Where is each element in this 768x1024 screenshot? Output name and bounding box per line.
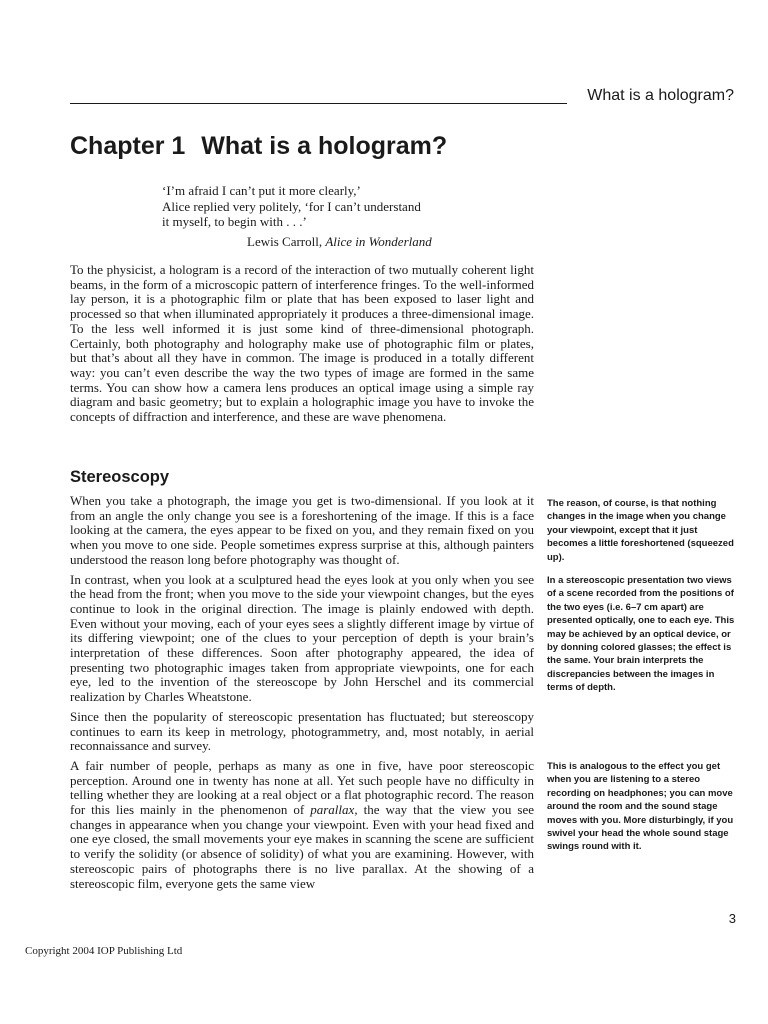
- copyright-footer: Copyright 2004 IOP Publishing Ltd: [25, 945, 183, 957]
- epigraph: [162, 183, 462, 249]
- margin-note: In a stereoscopic presentation two views of a scene recorded from the positions of the two eyes (i.e. 6–7 cm apart) are presented optically, one to each eye. This may be achieved by an optical device, or by donning colored glasses; the effect is the same. Your brain interprets the discrepancies between the images in terms of depth.: [547, 575, 735, 694]
- chapter-title: [70, 130, 447, 162]
- emphasis-term: parallax: [310, 802, 355, 818]
- paragraph-text: , the way that the view you see changes in appearance when you change your viewpoint. Even with your head fixed and one eye closed, the small movements your eye makes in scanning the scene are sufficient to verify the solidity (or absence of solidity) of what you are examining. However, with stereoscopic pairs of photographs there is no live parallax. At the showing of a stereoscopic film, everyone gets the same view: [70, 802, 534, 891]
- chapter-title-text: What is a hologram?: [201, 132, 448, 160]
- running-header: [70, 86, 734, 106]
- page-number: 3: [728, 911, 736, 926]
- margin-note: The reason, of course, is that nothing changes in the image when you change your viewpoint, except that it just becomes a little foreshortened (squeezed up).: [547, 498, 734, 563]
- body-paragraph: When you take a photograph, the image you get is two-dimensional. If you look at it from an angle the only change you see is a foreshortening of the image. If this is a face looking at the camera, the eyes appear to be fixed on you, and they remain fixed on you when you move to one side. People sometimes express surprise at this, although painters understood the reason long before photography was thought of.: [70, 493, 534, 567]
- epigraph-line: ‘I’m afraid I can’t put it more clearly,’: [162, 183, 361, 198]
- epigraph-attribution: [247, 234, 432, 250]
- body-paragraph: Since then the popularity of stereoscopic presentation has fluctuated; but stereoscopy continues to earn its keep in metrology, photogrammetry, and, most notably, in aerial reconnaissance and survey.: [70, 708, 534, 754]
- epigraph-line: it myself, to begin with . . .’: [162, 214, 307, 229]
- section-heading: Stereoscopy: [70, 468, 170, 486]
- main-column: [70, 494, 534, 896]
- epigraph-work: Alice in Wonderland: [325, 234, 432, 249]
- header-rule: [70, 103, 567, 104]
- body-paragraph: In contrast, when you look at a sculptured head the eyes look at you only when you see the head from the front; when you move to the side your viewpoint changes, but the eyes continue to look in the original direction. The image is plainly endowed with depth. Even without your moving, each of your eyes sees a slightly different image by virtue of its differing viewpoint; one of the clues to your perception of depth is your brain’s interpretation of these differences. Soon after photography appeared, the idea of presenting two photographic images taken from appropriate viewpoints, one for each eye, led to the invention of the stereoscope by John Herschel and its commercial realization by Charles Wheatstone.: [70, 571, 534, 705]
- running-header-title: What is a hologram?: [587, 87, 734, 104]
- epigraph-author: Lewis Carroll,: [247, 234, 323, 249]
- margin-note: This is analogous to the effect you get when you are listening to a stereo recording on headphones; you can move around the room and the sound stage moves with you. More disturbingly, if you swivel your head the whole sound stage swings round with it.: [547, 761, 734, 853]
- epigraph-line: Alice replied very politely, ‘for I can’t understand: [162, 198, 421, 214]
- body-paragraph: [70, 759, 534, 891]
- intro-paragraph: To the physicist, a hologram is a record of the interaction of two mutually coherent light beams, in the form of a microscopic pattern of interference fringes. To the well-informed lay person, it is a photographic film or plate that has been exposed to laser light and processed so that when illuminated appropriately it produces a three-dimensional image. To the less well informed it is just some kind of three-dimensional photograph. Certainly, both photography and holography make use of photographic film or plates, but that’s about all they have in common. The image is produced in a totally different way: you can’t even describe the way the two types of image are formed in the same terms. You can show how a camera lens produces an optical image using a simple ray diagram and basic geometry; but to explain a holographic image you have to invoke the concepts of diffraction and interference, and these are wave phenomena.: [70, 262, 534, 425]
- chapter-number: Chapter 1: [70, 132, 186, 160]
- paragraph-text: A fair number of people, perhaps as many as one in five, have poor stereoscopic perception. Around one in twenty has none at all. Yet such people have no difficulty in telling whether they are looking at a real object or a flat photographic record. The reason for this lies mainly in the phenomenon of: [70, 757, 534, 818]
